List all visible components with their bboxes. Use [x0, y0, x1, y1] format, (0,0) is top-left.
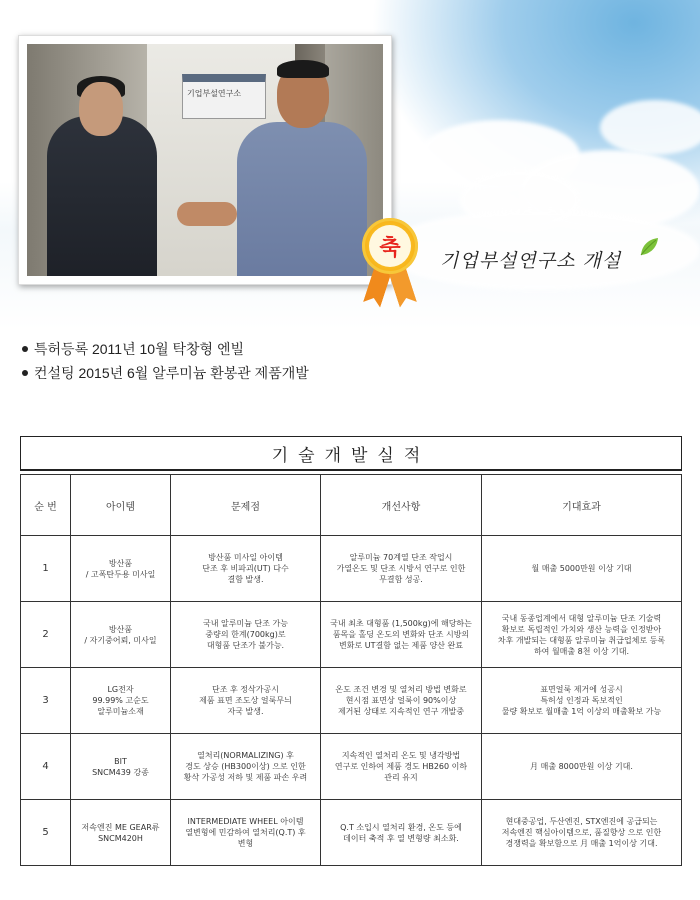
- cell-problem: 단조 후 정삭가공시 제품 표면 조도상 얼룩무늬 자국 발생.: [171, 668, 321, 734]
- cell-improvement: 온도 조건 변경 및 열처리 방법 변화로 현시점 표면상 얼룩이 90%이상 제거된 상태로 지속적인 연구 개발중: [321, 668, 482, 734]
- header-problem: 문제점: [171, 475, 321, 536]
- cell-improvement: 국내 최초 대형품 (1,500kg)에 해당하는 품목을 홀딩 온도의 변화와 단조 시방의 변화로 UT결함 없는 제품 양산 완료: [321, 602, 482, 668]
- note-item: [22, 361, 309, 385]
- cell-item: 방산품 / 고폭탄두용 미사일: [71, 536, 171, 602]
- table-row: [21, 668, 682, 734]
- note-text: 특허등록 2011년 10월 탁창형 엔빌: [34, 341, 244, 357]
- hero-title: 기업부설연구소 개설: [440, 250, 622, 272]
- table-row: [21, 800, 682, 866]
- section-title: 기술개발실적: [20, 436, 682, 471]
- cell-no: 5: [21, 800, 71, 866]
- note-item: [22, 337, 309, 361]
- cell-effect: 월 매출 5000만원 이상 기대: [482, 536, 682, 602]
- cell-improvement: 알루미늄 70계열 단조 작업시 가열온도 및 단조 시방서 연구로 인한 무결함 성공.: [321, 536, 482, 602]
- table-row: [21, 536, 682, 602]
- cell-problem: 열처리(NORMALIZING) 후 경도 상승 (HB300이상) 으로 인한 황삭 가공성 저하 및 제품 파손 우려: [171, 734, 321, 800]
- handshake-photo: [27, 44, 383, 276]
- ceremony-photo: [18, 35, 392, 285]
- notes-list: [22, 337, 309, 385]
- person-left: [47, 116, 157, 276]
- cloud: [600, 100, 700, 155]
- cell-improvement: Q.T 소입시 열처리 환경, 온도 등에 데이터 축적 후 열 변형량 최소화.: [321, 800, 482, 866]
- door-sign: [182, 74, 266, 119]
- note-text: 컨설팅 2015년 6월 알루미늄 환봉관 제품개발: [34, 365, 309, 381]
- cell-item: BIT SNCM439 강종: [71, 734, 171, 800]
- cell-problem: 국내 알루미늄 단조 가능 중량의 한계(700kg)로 대형품 단조가 불가능.: [171, 602, 321, 668]
- person-right-hair: [277, 60, 329, 78]
- header-effect: 기대효과: [482, 475, 682, 536]
- cell-effect: 표면얼룩 제거에 성공시 특허성 인정과 독보적인 물량 확보로 월매출 1억 이상의 매출확보 가능: [482, 668, 682, 734]
- cell-effect: 月 매출 8000만원 이상 기대.: [482, 734, 682, 800]
- table-row: [21, 734, 682, 800]
- person-left-head: [79, 82, 123, 136]
- badge-char: 축: [369, 225, 411, 267]
- header-improvement: 개선사항: [321, 475, 482, 536]
- cell-no: 4: [21, 734, 71, 800]
- header-no: 순 번: [21, 475, 71, 536]
- celebration-ribbon-icon: [360, 218, 420, 310]
- table-header-row: [21, 475, 682, 536]
- cell-problem: 방산품 미사일 아이템 단조 후 비파괴(UT) 다수 결함 발생.: [171, 536, 321, 602]
- table-row: [21, 602, 682, 668]
- cell-effect: 현대중공업, 두산엔진, STX엔진에 공급되는 저속엔진 핵심아이템으로, 품질향상 으로 인한 경쟁력을 확보함으로 月 매출 1억이상 기대.: [482, 800, 682, 866]
- cell-effect: 국내 동종업계에서 대형 알루미늄 단조 기술력 확보로 독립적인 가치와 생산 능력을 인정받아 차후 개발되는 대형품 알루미늄 취급업체로 등록 하여 월매출 8천 이상 기대.: [482, 602, 682, 668]
- cell-no: 1: [21, 536, 71, 602]
- cell-no: 3: [21, 668, 71, 734]
- header-item: 아이템: [71, 475, 171, 536]
- cell-item: LG전자 99.99% 고순도 알루미늄소재: [71, 668, 171, 734]
- door-sign-name: 기업부설연구소: [187, 89, 242, 98]
- cell-problem: INTERMEDIATE WHEEL 아이템 열변형에 민감하여 열처리(Q.T) 후 변형: [171, 800, 321, 866]
- cell-item: 방산품 / 자기중어뢰, 미사일: [71, 602, 171, 668]
- bullet-icon: [22, 346, 28, 352]
- person-right: [237, 122, 367, 276]
- cell-no: 2: [21, 602, 71, 668]
- hero-banner: [0, 0, 700, 330]
- bullet-icon: [22, 370, 28, 376]
- leaf-icon: [638, 236, 660, 258]
- tech-development-table: [20, 474, 682, 866]
- cell-item: 저속엔진 ME GEAR류 SNCM420H: [71, 800, 171, 866]
- cell-improvement: 지속적인 열처리 온도 및 냉각방법 연구로 인하여 제품 경도 HB260 이하 관리 유지: [321, 734, 482, 800]
- handshake: [177, 202, 237, 226]
